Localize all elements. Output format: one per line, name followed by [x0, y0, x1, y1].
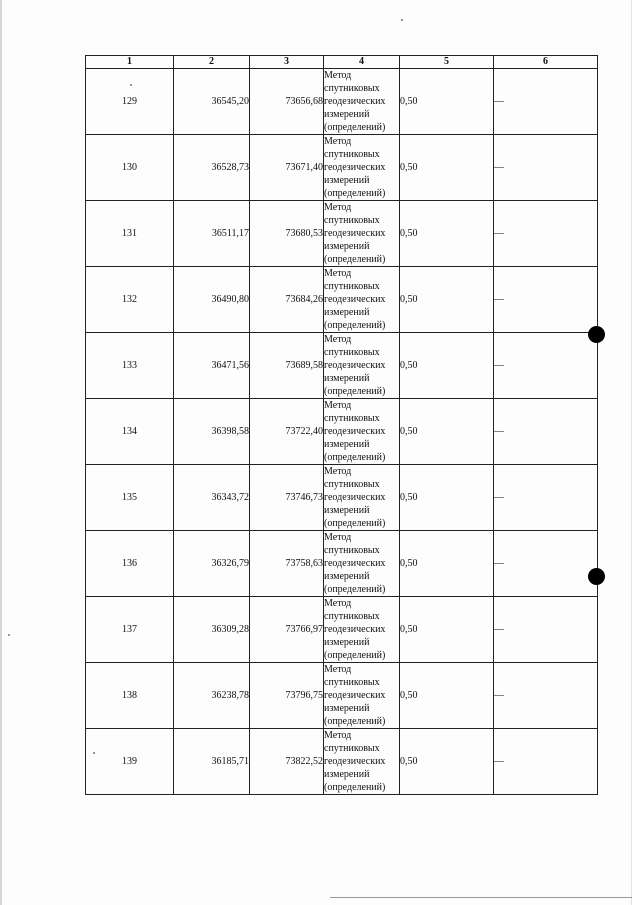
note-cell: — [494, 663, 598, 729]
x-coordinate-cell: 36185,71 [174, 729, 250, 795]
accuracy-cell: 0,50 [400, 663, 494, 729]
method-line: геодезических [324, 228, 386, 239]
method-cell [324, 465, 400, 531]
scan-speck [130, 84, 132, 86]
method-line: измерений [324, 703, 370, 714]
scan-speck [401, 19, 403, 21]
method-line: Метод [324, 730, 352, 741]
method-line: спутниковых [324, 347, 380, 358]
method-line: (определений) [324, 716, 386, 727]
accuracy-cell: 0,50 [400, 201, 494, 267]
method-line: геодезических [324, 162, 386, 173]
y-coordinate-cell: 73656,68 [250, 69, 324, 135]
method-line: измерений [324, 439, 370, 450]
method-line: геодезических [324, 624, 386, 635]
accuracy-cell: 0,50 [400, 333, 494, 399]
column-header: 2 [174, 56, 250, 69]
method-cell [324, 399, 400, 465]
note-cell: — [494, 597, 598, 663]
point-number-cell: 131 [86, 201, 174, 267]
point-number-cell: 138 [86, 663, 174, 729]
point-number-cell: 133 [86, 333, 174, 399]
note-cell: — [494, 69, 598, 135]
x-coordinate-cell: 36511,17 [174, 201, 250, 267]
method-line: измерений [324, 109, 370, 120]
table-row [86, 465, 598, 531]
x-coordinate-cell: 36398,58 [174, 399, 250, 465]
y-coordinate-cell: 73671,40 [250, 135, 324, 201]
x-coordinate-cell: 36528,73 [174, 135, 250, 201]
method-line: спутниковых [324, 611, 380, 622]
y-coordinate-cell: 73796,75 [250, 663, 324, 729]
table-row [86, 69, 598, 135]
punch-hole-top [588, 326, 605, 343]
method-line: геодезических [324, 96, 386, 107]
method-line: (определений) [324, 782, 386, 793]
method-line: измерений [324, 373, 370, 384]
accuracy-cell: 0,50 [400, 267, 494, 333]
point-number-cell: 136 [86, 531, 174, 597]
method-line: (определений) [324, 188, 386, 199]
column-header: 5 [400, 56, 494, 69]
method-cell [324, 597, 400, 663]
method-line: измерений [324, 175, 370, 186]
column-header: 1 [86, 56, 174, 69]
accuracy-cell: 0,50 [400, 135, 494, 201]
y-coordinate-cell: 73689,58 [250, 333, 324, 399]
y-coordinate-cell: 73722,40 [250, 399, 324, 465]
x-coordinate-cell: 36238,78 [174, 663, 250, 729]
point-number-cell: 130 [86, 135, 174, 201]
method-line: Метод [324, 70, 352, 81]
table-row [86, 663, 598, 729]
note-cell: — [494, 531, 598, 597]
accuracy-cell: 0,50 [400, 729, 494, 795]
table-row [86, 201, 598, 267]
method-line: спутниковых [324, 83, 380, 94]
x-coordinate-cell: 36343,72 [174, 465, 250, 531]
note-cell: — [494, 399, 598, 465]
method-line: спутниковых [324, 149, 380, 160]
method-line: измерений [324, 571, 370, 582]
x-coordinate-cell: 36309,28 [174, 597, 250, 663]
method-line: измерений [324, 769, 370, 780]
table-header-row [86, 56, 598, 69]
punch-hole-bottom [588, 568, 605, 585]
method-line: Метод [324, 202, 352, 213]
table-row [86, 597, 598, 663]
method-cell [324, 135, 400, 201]
method-line: спутниковых [324, 545, 380, 556]
scan-bottom-edge [330, 897, 632, 898]
method-cell [324, 663, 400, 729]
method-line: геодезических [324, 294, 386, 305]
method-line: (определений) [324, 122, 386, 133]
method-cell [324, 333, 400, 399]
x-coordinate-cell: 36490,80 [174, 267, 250, 333]
method-line: (определений) [324, 386, 386, 397]
method-line: геодезических [324, 360, 386, 371]
method-line: спутниковых [324, 281, 380, 292]
note-cell: — [494, 201, 598, 267]
method-line: геодезических [324, 426, 386, 437]
note-cell: — [494, 267, 598, 333]
table-row [86, 333, 598, 399]
point-number-cell: 129 [86, 69, 174, 135]
accuracy-cell: 0,50 [400, 465, 494, 531]
y-coordinate-cell: 73822,52 [250, 729, 324, 795]
note-cell: — [494, 135, 598, 201]
method-line: (определений) [324, 518, 386, 529]
method-line: (определений) [324, 254, 386, 265]
method-cell [324, 531, 400, 597]
table-row [86, 399, 598, 465]
y-coordinate-cell: 73766,97 [250, 597, 324, 663]
method-line: измерений [324, 241, 370, 252]
method-cell [324, 201, 400, 267]
method-line: Метод [324, 532, 352, 543]
accuracy-cell: 0,50 [400, 531, 494, 597]
x-coordinate-cell: 36471,56 [174, 333, 250, 399]
column-header: 3 [250, 56, 324, 69]
method-line: измерений [324, 637, 370, 648]
column-header: 6 [494, 56, 598, 69]
method-line: геодезических [324, 756, 386, 767]
table-row [86, 729, 598, 795]
method-line: спутниковых [324, 215, 380, 226]
method-line: (определений) [324, 584, 386, 595]
point-number-cell: 134 [86, 399, 174, 465]
method-line: Метод [324, 664, 352, 675]
method-line: (определений) [324, 320, 386, 331]
method-line: Метод [324, 466, 352, 477]
accuracy-cell: 0,50 [400, 69, 494, 135]
accuracy-cell: 0,50 [400, 597, 494, 663]
method-line: Метод [324, 334, 352, 345]
x-coordinate-cell: 36545,20 [174, 69, 250, 135]
y-coordinate-cell: 73684,26 [250, 267, 324, 333]
point-number-cell: 139 [86, 729, 174, 795]
method-line: Метод [324, 136, 352, 147]
note-cell: — [494, 333, 598, 399]
method-cell [324, 69, 400, 135]
table-row [86, 267, 598, 333]
column-header: 4 [324, 56, 400, 69]
method-line: спутниковых [324, 479, 380, 490]
method-line: геодезических [324, 492, 386, 503]
point-number-cell: 135 [86, 465, 174, 531]
point-number-cell: 132 [86, 267, 174, 333]
accuracy-cell: 0,50 [400, 399, 494, 465]
table-row [86, 531, 598, 597]
scan-left-edge [0, 0, 2, 905]
y-coordinate-cell: 73746,73 [250, 465, 324, 531]
method-line: измерений [324, 505, 370, 516]
method-line: Метод [324, 598, 352, 609]
method-line: измерений [324, 307, 370, 318]
table-row [86, 135, 598, 201]
method-line: (определений) [324, 650, 386, 661]
method-line: спутниковых [324, 413, 380, 424]
note-cell: — [494, 729, 598, 795]
point-number-cell: 137 [86, 597, 174, 663]
method-line: (определений) [324, 452, 386, 463]
note-cell: — [494, 465, 598, 531]
y-coordinate-cell: 73680,53 [250, 201, 324, 267]
method-line: геодезических [324, 690, 386, 701]
method-line: геодезических [324, 558, 386, 569]
method-line: спутниковых [324, 677, 380, 688]
y-coordinate-cell: 73758,63 [250, 531, 324, 597]
method-line: Метод [324, 268, 352, 279]
coordinates-table [85, 55, 598, 795]
method-cell [324, 267, 400, 333]
method-line: спутниковых [324, 743, 380, 754]
scan-speck [93, 752, 95, 754]
x-coordinate-cell: 36326,79 [174, 531, 250, 597]
scan-speck [8, 634, 10, 636]
method-line: Метод [324, 400, 352, 411]
method-cell [324, 729, 400, 795]
